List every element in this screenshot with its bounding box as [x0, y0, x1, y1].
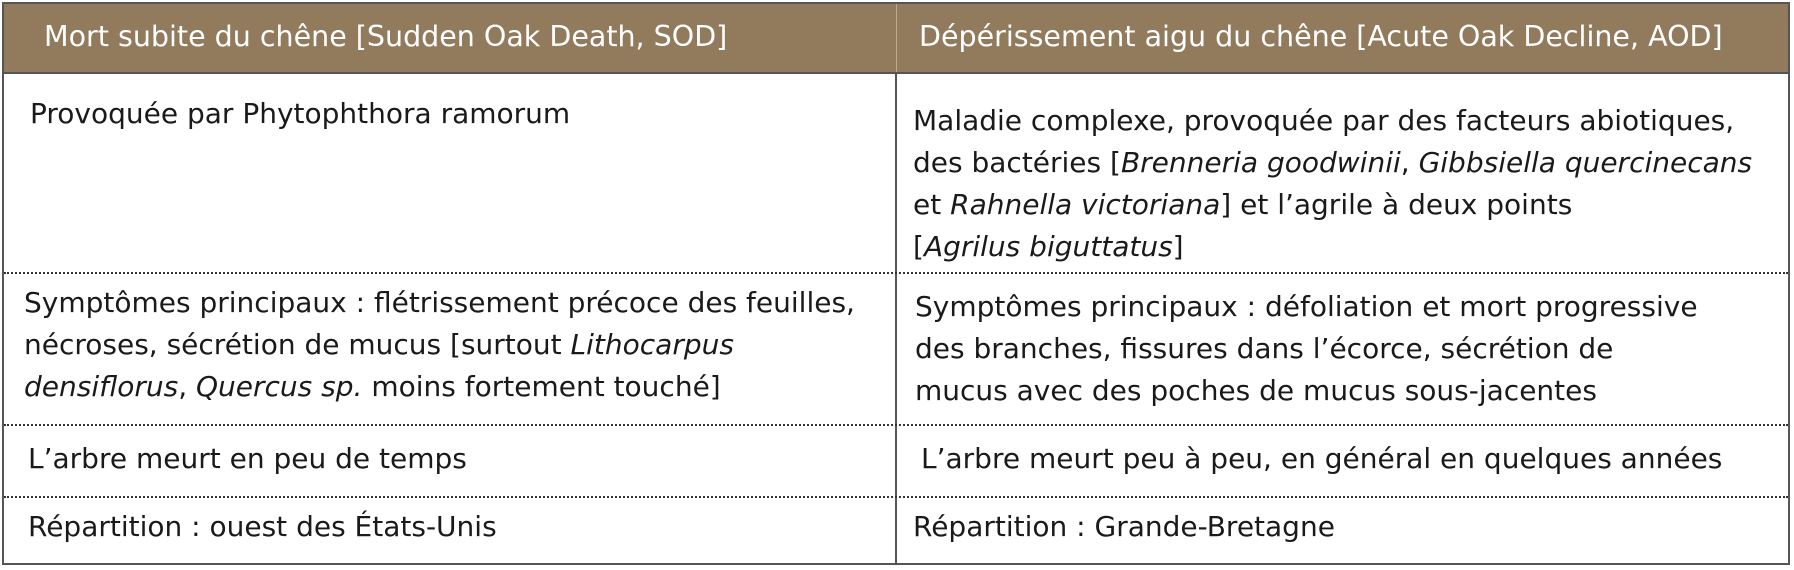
comparison-table: [2, 2, 1790, 565]
text-run: et: [913, 188, 951, 221]
table-header-row: [4, 4, 1788, 74]
species-name: Quercus sp.: [196, 370, 363, 403]
cell-sod-distribution: [4, 498, 897, 563]
table-row: [4, 498, 1788, 563]
species-name: Lithocarpus: [570, 328, 734, 361]
cell-aod-distribution: [897, 498, 1788, 563]
cell-text: L’arbre meurt en peu de temps: [28, 442, 467, 475]
text-run: nécroses, sécrétion de mucus [surtout: [24, 328, 571, 361]
table-row: [4, 74, 1788, 274]
table-row: [4, 426, 1788, 498]
header-aod: Dépérissement aigu du chêne [Acute Oak Decline, AOD]: [919, 20, 1723, 53]
text-run: [: [913, 230, 924, 263]
species-name: Agrilus biguttatus: [923, 230, 1173, 263]
cell-text: [24, 324, 895, 366]
table-row: [4, 274, 1788, 426]
cell-text: Maladie complexe, provoquée par des facteurs abiotiques,: [913, 104, 1735, 137]
cell-aod-progression: [897, 426, 1788, 496]
cell-text: Répartition : ouest des États-Unis: [28, 510, 497, 543]
cell-sod-symptoms: [4, 274, 897, 424]
cell-text: [913, 226, 1788, 268]
species-name: Gibbsiella quercinecans: [1418, 146, 1753, 179]
cell-aod-cause: [897, 74, 1788, 272]
cell-text: [913, 184, 1788, 226]
cell-text: Symptômes principaux : défoliation et mort progressive: [915, 290, 1698, 323]
text-run: moins fortement touché]: [362, 370, 721, 403]
cell-sod-progression: [4, 426, 897, 496]
cell-sod-cause: [4, 74, 897, 272]
cell-text: [24, 366, 895, 408]
cell-text: Répartition : Grande-Bretagne: [913, 510, 1335, 543]
species-name: Rahnella victoriana: [950, 188, 1221, 221]
cell-text: Provoquée par Phytophthora ramorum: [30, 97, 571, 130]
text-run: des bactéries [: [913, 146, 1121, 179]
header-sod: Mort subite du chêne [Sudden Oak Death, SOD]: [4, 4, 897, 72]
text-run: ,: [1400, 146, 1419, 179]
cell-text: [913, 142, 1788, 184]
cell-text: des branches, fissures dans l’écorce, sécrétion de: [915, 332, 1614, 365]
species-name: densiflorus: [24, 370, 179, 403]
text-run: ,: [178, 370, 196, 403]
species-name: Brenneria goodwinii: [1120, 146, 1401, 179]
text-run: ] et l’agrile à deux points: [1220, 188, 1573, 221]
cell-text: Symptômes principaux : flétrissement précoce des feuilles,: [24, 286, 855, 319]
cell-text: mucus avec des poches de mucus sous-jacentes: [915, 374, 1597, 407]
text-run: ]: [1172, 230, 1184, 263]
cell-text: L’arbre meurt peu à peu, en général en quelques années: [921, 442, 1723, 475]
cell-aod-symptoms: [897, 274, 1788, 424]
